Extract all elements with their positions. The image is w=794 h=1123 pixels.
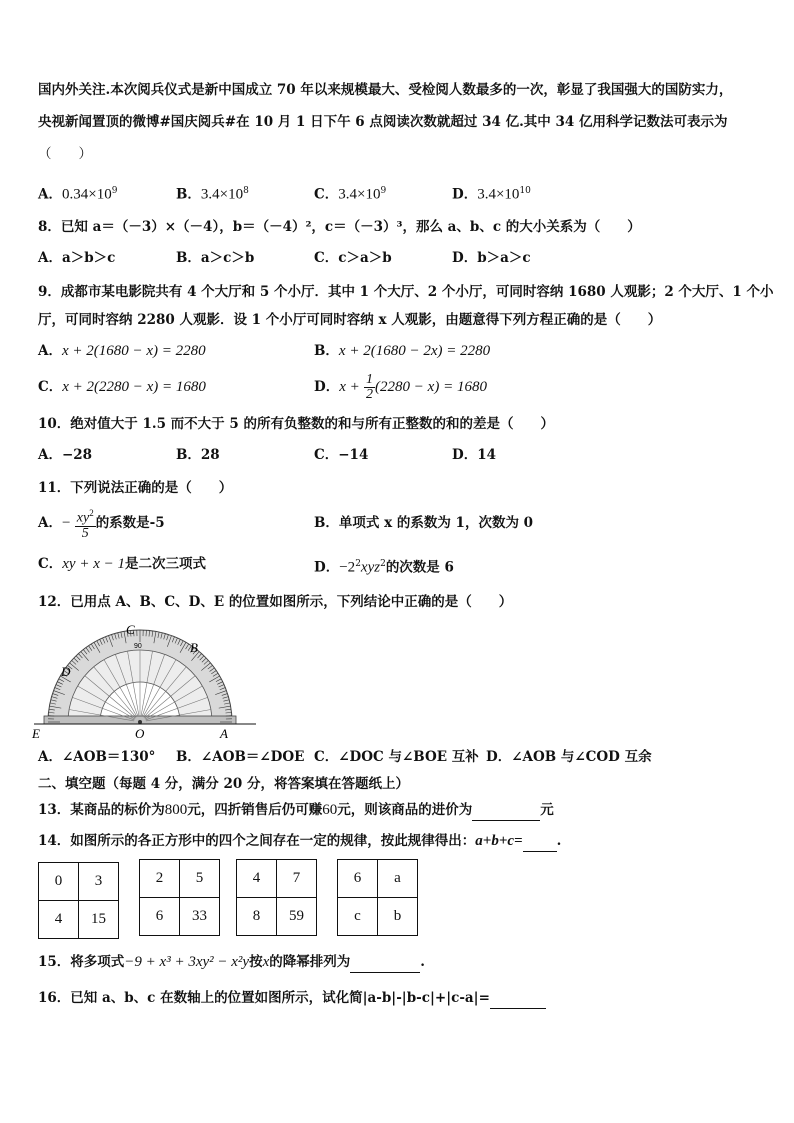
pattern-grid-1	[38, 862, 119, 939]
q9-stem-line2: 厅，可同时容纳 2280 人观影．设 1 个小厅可同时容纳 x 人观影，由题意得下列方程正确的是（ ）	[38, 312, 662, 328]
grid-cell: b	[378, 898, 418, 936]
q10-option-b[interactable]: B．28	[176, 447, 220, 463]
q9-option-a[interactable]: A．x + 2(1680 − x) = 2280	[38, 343, 206, 359]
q14-answer-blank[interactable]	[523, 831, 557, 852]
q7-option-b[interactable]: B．$3.4\times 10^8$	[176, 186, 249, 203]
q10-option-c[interactable]: C．−14	[314, 447, 369, 463]
grid-cell: 33	[180, 898, 220, 936]
q8-stem: 8．已知 a＝（－3）×（－4），b＝（－4）²，c＝（－3）³，那么 a、b、c 的大小关系为（ ）	[38, 219, 641, 235]
q9-option-c[interactable]: C．x + 2(2280 − x) = 1680	[38, 379, 206, 395]
label-a: A	[220, 726, 228, 741]
q9-option-b[interactable]: B．x + 2(1680 − 2x) = 2280	[314, 343, 491, 359]
grid-cell: 3	[79, 863, 119, 901]
q7-option-a[interactable]: A．$0.34\times 10^9$	[38, 186, 118, 203]
label-90: 90	[134, 643, 142, 650]
q11-a-fraction: $\frac{xy^2}{5}$	[76, 508, 94, 541]
q12-option-a[interactable]: A．∠AOB＝130°	[38, 749, 156, 765]
q7-option-c[interactable]: C．$3.4\times 10^9$	[314, 186, 387, 203]
q16-answer-blank[interactable]	[490, 988, 546, 1009]
q15-answer-blank[interactable]	[350, 952, 420, 973]
grid-cell: 5	[180, 860, 220, 898]
q11-stem: 11．下列说法正确的是（ ）	[38, 480, 233, 496]
pattern-grid-4	[337, 859, 418, 936]
grid-cell: c	[338, 898, 378, 936]
label-c: C	[126, 622, 135, 637]
grid-cell: a	[378, 860, 418, 898]
grid-cell: 0	[39, 863, 79, 901]
grid-cell: 4	[237, 860, 277, 898]
q7-option-d[interactable]: D．$3.4\times 10^{10}$	[452, 186, 531, 203]
q8-option-d[interactable]: D．b＞a＞c	[452, 250, 531, 266]
q7-stem-line1: 国内外关注.本次阅兵仪式是新中国成立 70 年以来规模最大、受检阅人数最多的一次，彰显了我国强大的国防实力，	[38, 82, 733, 98]
grid-cell: 8	[237, 898, 277, 936]
section-fill-in-title: 二、填空题（每题 4 分，满分 20 分，将答案填在答题纸上）	[38, 776, 409, 792]
q9-stem-line1: 9．成都市某电影院共有 4 个大厅和 5 个小厅．其中 1 个大厅、2 个小厅，可同时容纳 1680 人观影；2 个大厅、1 个小	[38, 284, 774, 300]
grid-cell: 7	[277, 860, 317, 898]
q8-option-b[interactable]: B．a＞c＞b	[176, 250, 255, 266]
label-b: B	[190, 640, 198, 655]
q12-option-b[interactable]: B．∠AOB＝∠DOE	[176, 749, 305, 765]
q10-option-d[interactable]: D．14	[452, 447, 496, 463]
q9-option-d[interactable]: D．x + $\frac{1}{2}$ (2280 − x) = 1680	[314, 372, 487, 402]
q7-stem-line2: 央视新闻置顶的微博#国庆阅兵#在 10 月 1 日下午 6 点阅读次数就超过 34 亿.其中 34 亿用科学记数法可表示为	[38, 114, 728, 130]
grid-cell: 6	[140, 898, 180, 936]
q11-option-b[interactable]: B．单项式 x 的系数为 1，次数为 0	[314, 515, 534, 531]
q13: 13．某商品的标价为800元，四折销售后仍可赚60元，则该商品的进价为 元	[38, 800, 554, 821]
grid-cell: 15	[79, 901, 119, 939]
q8-option-a[interactable]: A．a＞b＞c	[38, 250, 116, 266]
q11-option-d[interactable]: D．$-2^2xyz^2$的次数是 6	[314, 559, 454, 576]
pattern-grid-3	[236, 859, 317, 936]
q12-stem: 12．已用点 A、B、C、D、E 的位置如图所示，下列结论中正确的是（ ）	[38, 594, 513, 610]
q10-option-a[interactable]: A．−28	[38, 447, 93, 463]
center-point	[138, 720, 142, 724]
label-e: E	[32, 726, 40, 741]
pattern-grid-2	[139, 859, 220, 936]
q10-stem: 10．绝对值大于 1.5 而不大于 5 的所有负整数的和与所有正整数的和的差是（ ）	[38, 416, 554, 432]
protractor-figure	[30, 618, 260, 742]
label-d: D	[61, 664, 71, 679]
grid-cell: 59	[277, 898, 317, 936]
q13-answer-blank[interactable]	[472, 800, 540, 821]
q9-d-fraction: $\frac{1}{2}$	[366, 372, 374, 402]
q11-option-c[interactable]: C．xy + x − 1是二次三项式	[38, 556, 206, 572]
q7-answer-paren: （ ）	[38, 146, 92, 162]
q16: 16．已知 a、b、c 在数轴上的位置如图所示，试化简|a-b|-|b-c|+|c-a|=	[38, 988, 546, 1009]
label-o: O	[135, 726, 145, 741]
grid-cell: 2	[140, 860, 180, 898]
grid-cell: 4	[39, 901, 79, 939]
q8-option-c[interactable]: C．c＞a＞b	[314, 250, 392, 266]
q15: 15．将多项式−9 + x³ + 3xy² − x²y按x的降幂排列为 .	[38, 952, 425, 973]
grid-cell: 6	[338, 860, 378, 898]
q14-stem: 14．如图所示的各正方形中的四个之间存在一定的规律，按此规律得出：a+b+c= .	[38, 831, 561, 852]
q12-option-c[interactable]: C．∠DOC 与∠BOE 互补	[314, 749, 479, 765]
q11-option-a[interactable]: A．− $\frac{xy^2}{5}$ 的系数是-5	[38, 508, 165, 541]
q12-option-d[interactable]: D．∠AOB 与∠COD 互余	[486, 749, 652, 765]
